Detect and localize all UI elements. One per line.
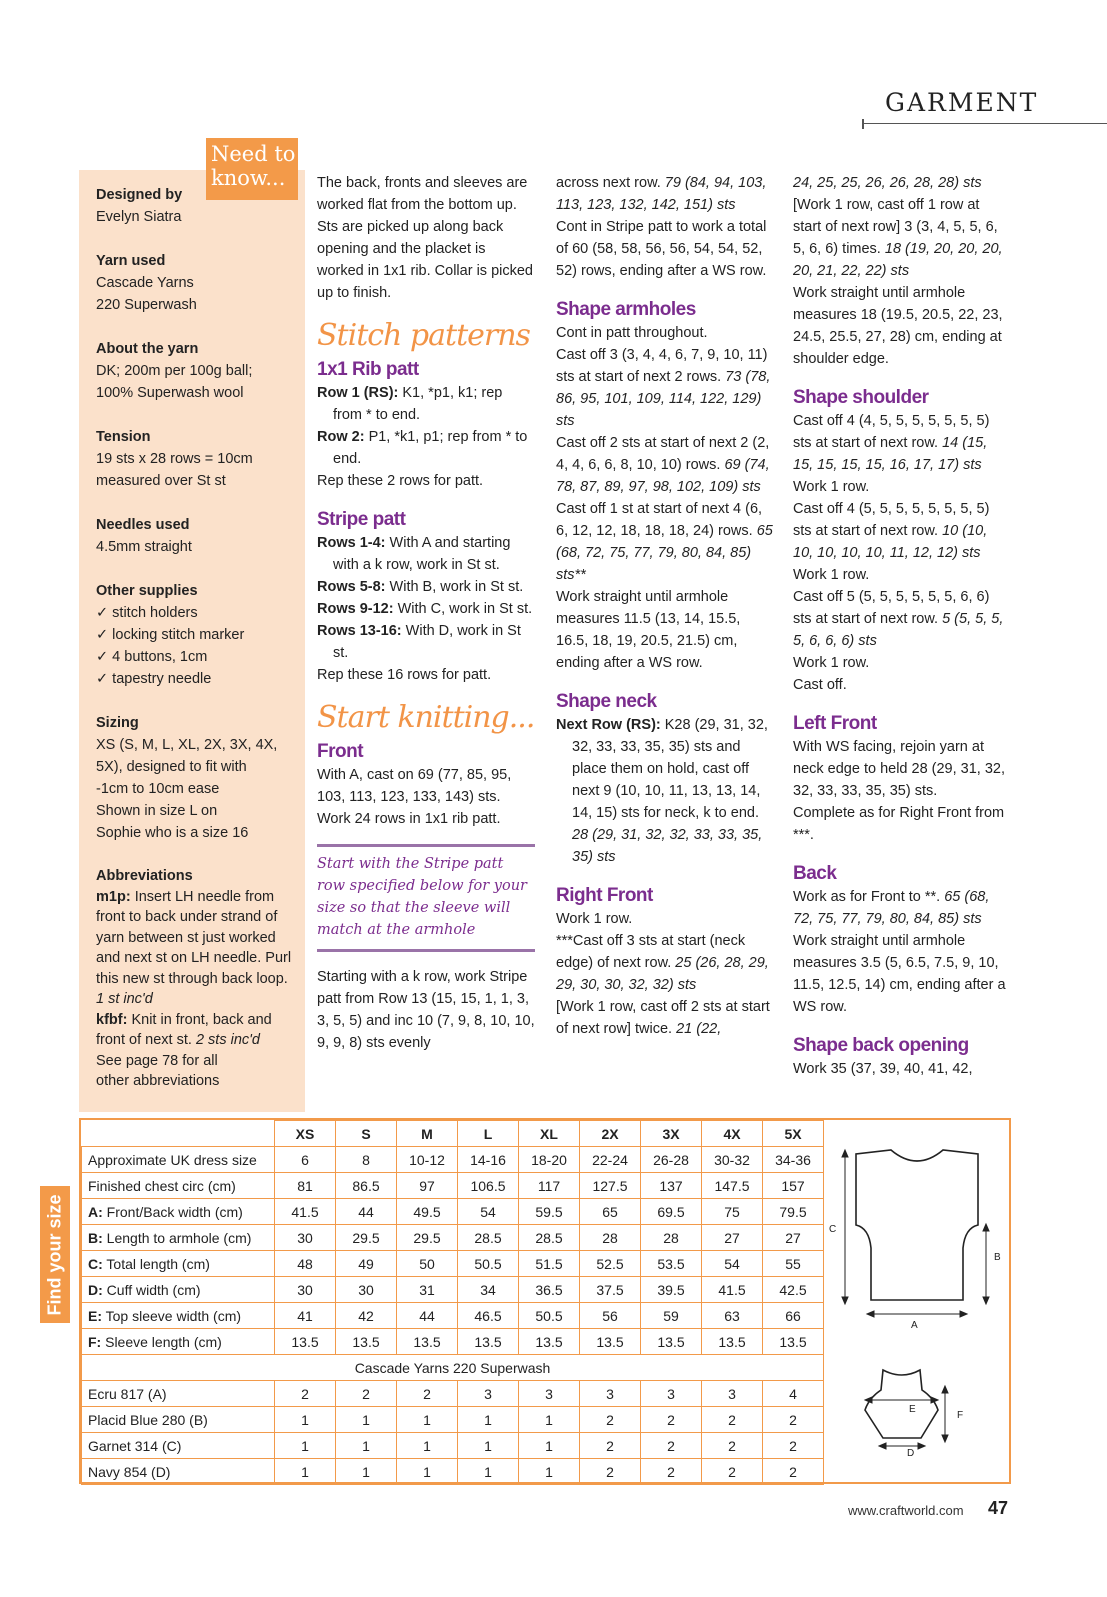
- footer-url: www.craftworld.com: [848, 1503, 964, 1518]
- size-value: 1: [519, 1407, 580, 1433]
- size-value: 28.5: [519, 1225, 580, 1251]
- measurement-row: [82, 1199, 824, 1225]
- row-label: A: Front/Back width (cm): [82, 1199, 275, 1225]
- armholes-5: Work straight until armhole measures 11.5 (13, 14, 15.5, 16.5, 18, 19, 20.5, 21.5) cm, ending after a WS row.: [556, 589, 741, 671]
- row-label: E: Top sleeve width (cm): [82, 1303, 275, 1329]
- row-label: F: Sleeve length (cm): [82, 1329, 275, 1355]
- stripe-repeat: Rep these 16 rows for patt.: [317, 667, 492, 683]
- size-value: 50.5: [458, 1251, 519, 1277]
- size-value: 30: [275, 1277, 336, 1303]
- size-value: 1: [397, 1459, 458, 1485]
- label-f: F: [957, 1410, 964, 1421]
- size-value: 14-16: [458, 1147, 519, 1173]
- col2-stripe-total: Cont in Stripe patt to work a total of 60 (58, 58, 56, 56, 54, 54, 52, 52) rows, ending after a WS row.: [556, 219, 767, 279]
- shape-back-opening-heading: Shape back opening: [793, 1035, 969, 1056]
- size-value: 66: [763, 1303, 824, 1329]
- size-value: 59: [641, 1303, 702, 1329]
- size-value: 6: [275, 1147, 336, 1173]
- size-value: 2: [641, 1459, 702, 1485]
- sizing-text: XS (S, M, L, XL, 2X, 3X, 4X, 5X), designed to fit with -1cm to 10cm ease Shown in size L on Sophie who is a size 16: [96, 737, 278, 841]
- size-value: 1: [275, 1433, 336, 1459]
- size-value: 2: [580, 1433, 641, 1459]
- size-value: 97: [397, 1173, 458, 1199]
- label-d: D: [907, 1448, 915, 1459]
- need-to-know-badge: Need to know...: [206, 138, 298, 200]
- size-value: 41.5: [702, 1277, 763, 1303]
- body-outline: [856, 1150, 978, 1300]
- size-value: 81: [275, 1173, 336, 1199]
- designed-by-heading: Designed by: [96, 187, 183, 203]
- yarn-row: [82, 1381, 824, 1407]
- col3-repeat: [Work 1 row, cast off 1 row at start of next row] 3 (3, 4, 5, 5, 6, 5, 6, 6) times. 18 (19, 20, 20, 20, 20, 21, 22, 22) sts: [793, 197, 1003, 279]
- size-value: 106.5: [458, 1173, 519, 1199]
- col3-count: 24, 25, 25, 26, 26, 28, 28) sts: [793, 175, 982, 191]
- size-header: M: [397, 1121, 458, 1147]
- size-value: 127.5: [580, 1173, 641, 1199]
- col2-continue: across next row. 79 (84, 94, 103, 113, 123, 132, 142, 151) sts: [556, 175, 767, 213]
- size-value: 29.5: [336, 1225, 397, 1251]
- about-yarn-text: DK; 200m per 100g ball; 100% Superwash wool: [96, 363, 253, 401]
- rib-row-2: Row 2: P1, *k1, p1; rep from * to end.: [317, 429, 528, 467]
- label-e: E: [909, 1404, 916, 1415]
- size-value: 2: [763, 1459, 824, 1485]
- size-value: 44: [397, 1303, 458, 1329]
- back-2: Work straight until armhole measures 3.5 (5, 6.5, 7.5, 9, 10, 11.5, 12.5, 14) cm, ending after a WS row.: [793, 933, 1006, 1015]
- shoulder-7: Cast off.: [793, 677, 847, 693]
- measurement-row: [82, 1303, 824, 1329]
- right-front-1: Work 1 row.: [556, 911, 633, 927]
- size-value: 55: [763, 1251, 824, 1277]
- shape-neck-heading: Shape neck: [556, 691, 657, 712]
- measurement-row: [82, 1277, 824, 1303]
- size-value: 147.5: [702, 1173, 763, 1199]
- sleeve-outline: [865, 1370, 938, 1438]
- size-value: 2: [641, 1433, 702, 1459]
- front-rib: Work 24 rows in 1x1 rib patt.: [317, 811, 501, 827]
- needles-text: 4.5mm straight: [96, 539, 192, 555]
- size-header: 5X: [763, 1121, 824, 1147]
- row-label: C: Total length (cm): [82, 1251, 275, 1277]
- label-c: C: [829, 1224, 837, 1235]
- measurement-row: [82, 1225, 824, 1251]
- back-opening-1: Work 35 (37, 39, 40, 41, 42,: [793, 1061, 973, 1077]
- size-value: 56: [580, 1303, 641, 1329]
- rib-patt-heading: 1x1 Rib patt: [317, 359, 419, 380]
- shape-shoulder-heading: Shape shoulder: [793, 387, 929, 408]
- armholes-4: Cast off 1 st at start of next 4 (6, 6, 12, 12, 18, 18, 18, 24) rows. 65 (68, 72, 75, 77, 79, 80, 84, 85) sts**: [556, 501, 773, 583]
- size-value: 1: [458, 1407, 519, 1433]
- size-value: 2: [641, 1407, 702, 1433]
- size-value: 3: [519, 1381, 580, 1407]
- back-heading: Back: [793, 863, 837, 884]
- size-value: 2: [580, 1459, 641, 1485]
- size-value: 34: [458, 1277, 519, 1303]
- size-value: 36.5: [519, 1277, 580, 1303]
- size-value: 1: [336, 1407, 397, 1433]
- stripe-rows-5-8: Rows 5-8: With B, work in St st.: [317, 579, 524, 595]
- section-rule-tick: [862, 119, 864, 129]
- size-value: 1: [275, 1459, 336, 1485]
- front-cast-on: With A, cast on 69 (77, 85, 95, 103, 113, 123, 133, 143) sts.: [317, 767, 512, 805]
- size-value: 137: [641, 1173, 702, 1199]
- size-value: 1: [336, 1433, 397, 1459]
- yarn-row: [82, 1407, 824, 1433]
- size-value: 75: [702, 1199, 763, 1225]
- tension-heading: Tension: [96, 429, 151, 445]
- size-value: 63: [702, 1303, 763, 1329]
- size-value: 30-32: [702, 1147, 763, 1173]
- abbreviations: Abbreviations m1p: Insert LH needle from front to back under strand of yarn between st just worked and next st on LH needle. Purl this new st through back loop. 1 st inc'd kfbf: Knit in front, back and front of next st. 2 sts inc'd See page 78 for all other abbreviations: [96, 868, 292, 1089]
- size-value: 42.5: [763, 1277, 824, 1303]
- row-label: Approximate UK dress size: [82, 1147, 275, 1173]
- right-front-heading: Right Front: [556, 885, 653, 906]
- row-label: Garnet 314 (C): [82, 1433, 275, 1459]
- size-value: 52.5: [580, 1251, 641, 1277]
- yarn-row: [82, 1459, 824, 1485]
- stripe-callout: Start with the Stripe patt row specified below for your size so that the sleeve will match at the armhole: [317, 844, 535, 952]
- stripe-rows-9-12: Rows 9-12: With C, work in St st.: [317, 601, 533, 617]
- size-value: 29.5: [397, 1225, 458, 1251]
- size-header: 4X: [702, 1121, 763, 1147]
- measurement-row: [82, 1147, 824, 1173]
- size-value: 3: [580, 1381, 641, 1407]
- size-value: 2: [763, 1433, 824, 1459]
- size-value: 157: [763, 1173, 824, 1199]
- row-label: Navy 854 (D): [82, 1459, 275, 1485]
- intro-text: The back, fronts and sleeves are worked flat from the bottom up. Sts are picked up along back opening and the placket is worked in 1x1 rib. Collar is picked up to finish.: [317, 175, 533, 301]
- size-value: 34-36: [763, 1147, 824, 1173]
- need-to-know-panel: [79, 170, 305, 1112]
- size-value: 13.5: [275, 1329, 336, 1355]
- left-front-heading: Left Front: [793, 713, 877, 734]
- size-value: 1: [458, 1459, 519, 1485]
- size-value: 2: [397, 1381, 458, 1407]
- size-value: 8: [336, 1147, 397, 1173]
- size-value: 69.5: [641, 1199, 702, 1225]
- row-label: Finished chest circ (cm): [82, 1173, 275, 1199]
- find-your-size-tab: Find your size: [40, 1186, 70, 1323]
- stripe-rows-1-4: Rows 1-4: With A and starting with a k row, work in St st.: [317, 535, 511, 573]
- size-value: 2: [336, 1381, 397, 1407]
- size-value: 44: [336, 1199, 397, 1225]
- size-value: 1: [458, 1433, 519, 1459]
- size-value: 53.5: [641, 1251, 702, 1277]
- size-header: 2X: [580, 1121, 641, 1147]
- right-front-2: ***Cast off 3 sts at start (neck edge) of next row. 25 (26, 28, 29, 29, 30, 30, 32, 32) sts: [556, 933, 769, 993]
- stripe-rows-13-16: Rows 13-16: With D, work in St st.: [317, 623, 521, 661]
- size-value: 50.5: [519, 1303, 580, 1329]
- size-header: 3X: [641, 1121, 702, 1147]
- size-value: 41: [275, 1303, 336, 1329]
- about-yarn-heading: About the yarn: [96, 341, 199, 357]
- row-label: B: Length to armhole (cm): [82, 1225, 275, 1251]
- yarn-heading-row: [82, 1355, 824, 1381]
- measurement-row: [82, 1329, 824, 1355]
- shoulder-5: Cast off 5 (5, 5, 5, 5, 5, 5, 6, 6) sts at start of next row. 5 (5, 5, 5, 5, 6, 6, 6) sts: [793, 589, 1004, 649]
- size-value: 13.5: [458, 1329, 519, 1355]
- size-value: 86.5: [336, 1173, 397, 1199]
- size-value: 13.5: [519, 1329, 580, 1355]
- size-value: 2: [580, 1407, 641, 1433]
- col3-straight: Work straight until armhole measures 18 (19.5, 20.5, 22, 23, 24.5, 25.5, 27, 28) cm, ending at shoulder edge.: [793, 285, 1003, 367]
- size-value: 26-28: [641, 1147, 702, 1173]
- back-1: Work as for Front to **. 65 (68, 72, 75, 77, 79, 80, 84, 85) sts: [793, 889, 990, 927]
- column-1: [317, 172, 535, 1054]
- yarn-used-heading: Yarn used: [96, 253, 166, 269]
- size-value: 2: [702, 1433, 763, 1459]
- front-heading: Front: [317, 741, 364, 762]
- shape-armholes-heading: Shape armholes: [556, 299, 696, 320]
- size-value: 4: [763, 1381, 824, 1407]
- size-value: 39.5: [641, 1277, 702, 1303]
- size-value: 54: [458, 1199, 519, 1225]
- shoulder-2: Work 1 row.: [793, 479, 870, 495]
- size-value: 3: [702, 1381, 763, 1407]
- size-value: 1: [336, 1459, 397, 1485]
- size-value: 10-12: [397, 1147, 458, 1173]
- section-rule: [862, 123, 1107, 124]
- size-value: 1: [275, 1407, 336, 1433]
- row-label: Ecru 817 (A): [82, 1381, 275, 1407]
- armholes-1: Cont in patt throughout.: [556, 325, 708, 341]
- designer-name: Evelyn Siatra: [96, 209, 182, 225]
- rib-repeat: Rep these 2 rows for patt.: [317, 473, 484, 489]
- size-value: 41.5: [275, 1199, 336, 1225]
- size-value: 2: [275, 1381, 336, 1407]
- stitch-patterns-heading: Stitch patterns: [317, 318, 530, 353]
- neck-next-row: Next Row (RS): K28 (29, 31, 32, 32, 33, 33, 35, 35) sts and place them on hold, cast off next 9 (10, 10, 11, 13, 13, 14, 14, 15) sts for neck, k to end. 28 (29, 31, 32, 32, 33, 33, 35, 35) sts: [556, 717, 768, 865]
- size-value: 1: [519, 1459, 580, 1485]
- size-value: 27: [763, 1225, 824, 1251]
- start-knitting-heading: Start knitting...: [317, 700, 535, 735]
- size-table-frame: [79, 1118, 1011, 1484]
- size-value: 2: [702, 1459, 763, 1485]
- size-header: XL: [519, 1121, 580, 1147]
- size-value: 27: [702, 1225, 763, 1251]
- size-value: 31: [397, 1277, 458, 1303]
- section-title: GARMENT: [885, 88, 1039, 117]
- size-value: 28.5: [458, 1225, 519, 1251]
- shoulder-3: Cast off 4 (5, 5, 5, 5, 5, 5, 5, 5) sts at start of next row. 10 (10, 10, 10, 10, 10, 11, 12, 12) sts: [793, 501, 990, 561]
- size-value: 50: [397, 1251, 458, 1277]
- armholes-3: Cast off 2 sts at start of next 2 (2, 4, 4, 6, 6, 8, 10, 10) rows. 69 (74, 78, 87, 89, 97, 98, 102, 109) sts: [556, 435, 770, 495]
- size-value: 13.5: [336, 1329, 397, 1355]
- yarn-used-text: Cascade Yarns 220 Superwash: [96, 275, 197, 313]
- yarn-row: [82, 1433, 824, 1459]
- garment-schematic: [821, 1120, 1011, 1482]
- size-value: 37.5: [580, 1277, 641, 1303]
- size-value: 28: [641, 1225, 702, 1251]
- front-stripe: Starting with a k row, work Stripe patt from Row 13 (15, 15, 1, 1, 3, 3, 5, 5) and inc 10 (7, 9, 8, 10, 10, 9, 9, 8) sts evenly: [317, 969, 535, 1051]
- size-value: 42: [336, 1303, 397, 1329]
- size-value: 65: [580, 1199, 641, 1225]
- size-value: 22-24: [580, 1147, 641, 1173]
- sizing-heading: Sizing: [96, 715, 139, 731]
- size-value: 59.5: [519, 1199, 580, 1225]
- size-value: 13.5: [580, 1329, 641, 1355]
- size-value: 1: [397, 1407, 458, 1433]
- size-value: 2: [702, 1407, 763, 1433]
- supplies-list: ✓ stitch holders ✓ locking stitch marker ✓ 4 buttons, 1cm ✓ tapestry needle: [96, 605, 245, 687]
- column-2: [556, 172, 774, 1040]
- size-value: 1: [519, 1433, 580, 1459]
- row-label: D: Cuff width (cm): [82, 1277, 275, 1303]
- page-number: 47: [988, 1498, 1009, 1518]
- size-value: 51.5: [519, 1251, 580, 1277]
- size-header: S: [336, 1121, 397, 1147]
- left-front-1: With WS facing, rejoin yarn at neck edge to held 28 (29, 31, 32, 32, 33, 33, 35, 35) sts.: [793, 739, 1006, 799]
- stripe-patt-heading: Stripe patt: [317, 509, 406, 530]
- size-value: 30: [275, 1225, 336, 1251]
- rib-row-1: Row 1 (RS): K1, *p1, k1; rep from * to end.: [317, 385, 503, 423]
- size-value: 79.5: [763, 1199, 824, 1225]
- armholes-2: Cast off 3 (3, 4, 4, 6, 7, 9, 10, 11) sts at start of next 2 rows. 73 (78, 86, 95, 101, 109, 114, 122, 129) sts: [556, 347, 771, 429]
- row-label: Placid Blue 280 (B): [82, 1407, 275, 1433]
- size-value: 49.5: [397, 1199, 458, 1225]
- measurement-row: [82, 1251, 824, 1277]
- shoulder-4: Work 1 row.: [793, 567, 870, 583]
- right-front-3: [Work 1 row, cast off 2 sts at start of next row] twice. 21 (22,: [556, 999, 770, 1037]
- size-table: [81, 1120, 824, 1485]
- tension-text: 19 sts x 28 rows = 10cm measured over St st: [96, 451, 253, 489]
- size-value: 46.5: [458, 1303, 519, 1329]
- size-value: 13.5: [397, 1329, 458, 1355]
- size-value: 117: [519, 1173, 580, 1199]
- size-value: 3: [641, 1381, 702, 1407]
- size-value: 28: [580, 1225, 641, 1251]
- shoulder-6: Work 1 row.: [793, 655, 870, 671]
- size-header-row: [82, 1121, 824, 1147]
- label-a: A: [911, 1320, 918, 1331]
- size-value: 13.5: [702, 1329, 763, 1355]
- size-value: 48: [275, 1251, 336, 1277]
- label-b: B: [994, 1252, 1001, 1263]
- needles-heading: Needles used: [96, 517, 190, 533]
- supplies-heading: Other supplies: [96, 583, 198, 599]
- size-value: 30: [336, 1277, 397, 1303]
- size-value: 49: [336, 1251, 397, 1277]
- size-value: 3: [458, 1381, 519, 1407]
- size-header: XS: [275, 1121, 336, 1147]
- measurement-row: [82, 1173, 824, 1199]
- size-value: 18-20: [519, 1147, 580, 1173]
- left-front-2: Complete as for Right Front from ***.: [793, 805, 1005, 843]
- size-header: L: [458, 1121, 519, 1147]
- size-value: 2: [763, 1407, 824, 1433]
- size-value: 54: [702, 1251, 763, 1277]
- column-3: [793, 172, 1011, 1080]
- size-value: 1: [397, 1433, 458, 1459]
- size-value: 13.5: [763, 1329, 824, 1355]
- size-value: 13.5: [641, 1329, 702, 1355]
- shoulder-1: Cast off 4 (4, 5, 5, 5, 5, 5, 5, 5) sts at start of next row. 14 (15, 15, 15, 15, 15, 16, 17, 17) sts: [793, 413, 990, 473]
- yarn-heading: Cascade Yarns 220 Superwash: [82, 1355, 824, 1381]
